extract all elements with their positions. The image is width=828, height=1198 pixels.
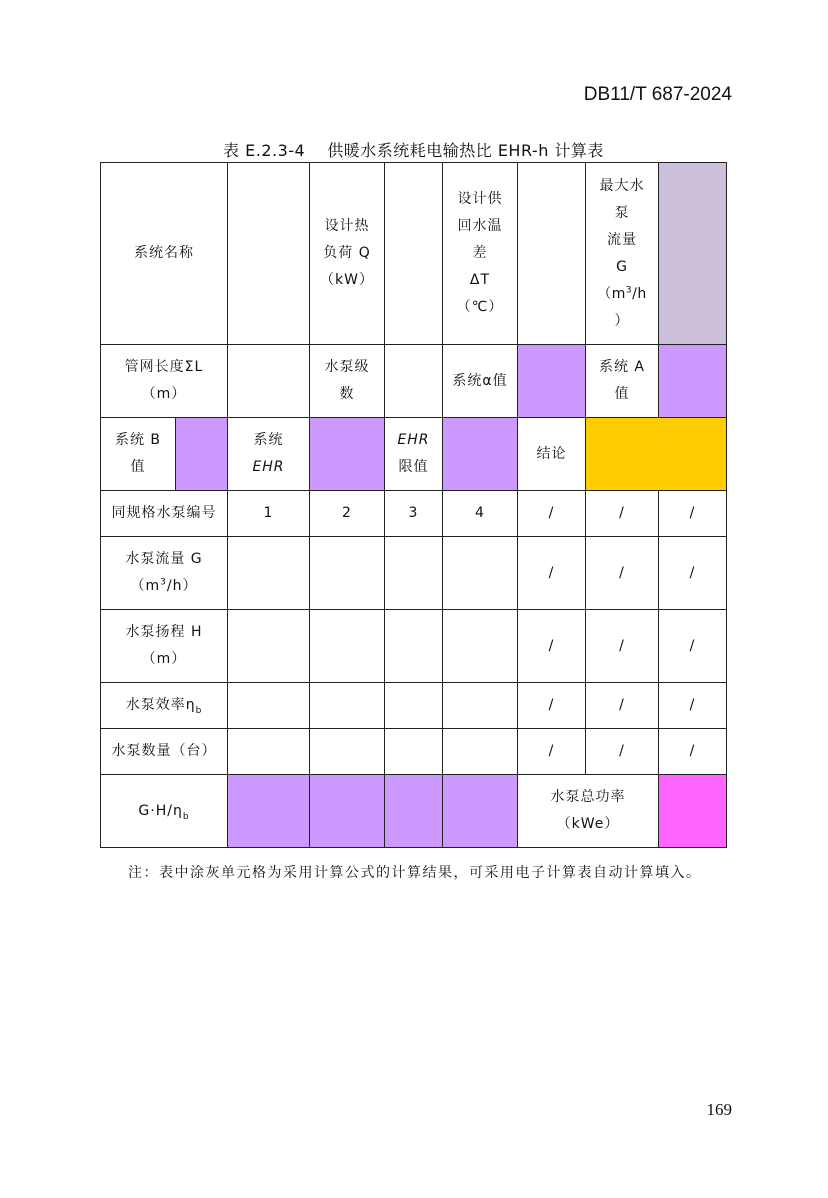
pump-count-label: 水泵数量（台） (101, 729, 228, 775)
pump-count-input-4[interactable] (443, 729, 518, 775)
system-name-label: 系统名称 (101, 163, 228, 345)
ehr-limit-result-cell (443, 418, 518, 491)
pipe-length-input[interactable] (228, 345, 310, 418)
heat-load-input[interactable] (385, 163, 443, 345)
page-number: 169 (706, 1100, 732, 1119)
pump-number-1: 1 (228, 491, 310, 537)
gh-eta-result-cell-2 (310, 775, 385, 848)
slash-cell: / (659, 729, 727, 775)
pump-count-input-2[interactable] (310, 729, 385, 775)
table-row (101, 775, 727, 848)
system-a-result-cell (659, 345, 727, 418)
max-flow-result-cell (659, 163, 727, 345)
pump-flow-label: 水泵流量 G $(m^3/h)$ (101, 537, 228, 610)
pump-head-input-4[interactable] (443, 610, 518, 683)
pump-number-3: 3 (385, 491, 443, 537)
slash-cell: / (659, 683, 727, 729)
total-power-label: 水泵总功率 （kWe） (518, 775, 659, 848)
pump-flow-input-2[interactable] (310, 537, 385, 610)
pump-efficiency-input-2[interactable] (310, 683, 385, 729)
pump-efficiency-label: 水泵效率$\eta_b$ (101, 683, 228, 729)
conclusion-result-cell (586, 418, 727, 491)
pump-flow-input-3[interactable] (385, 537, 443, 610)
table-row (101, 610, 727, 683)
table-row (101, 163, 727, 345)
table-number: 表 E.2.3-4 (223, 141, 306, 160)
conclusion-label: 结论 (518, 418, 586, 491)
gh-eta-result-cell-1 (228, 775, 310, 848)
system-b-result-cell (176, 418, 228, 491)
slash-cell: / (659, 537, 727, 610)
pump-head-input-3[interactable] (385, 610, 443, 683)
pump-flow-input-4[interactable] (443, 537, 518, 610)
system-name-input[interactable] (228, 163, 310, 345)
slash-cell: / (586, 491, 659, 537)
gh-eta-result-cell-3 (385, 775, 443, 848)
system-a-label: 系统 A 值 (586, 345, 659, 418)
pump-count-input-3[interactable] (385, 729, 443, 775)
max-flow-label: 最大水 泵 流量 G （$m^3/h$ ） (586, 163, 659, 345)
system-b-label: 系统 B 值 (101, 418, 176, 491)
delta-t-input[interactable] (518, 163, 586, 345)
pipe-length-label: 管网长度ΣL （m） (101, 345, 228, 418)
slash-cell: / (586, 729, 659, 775)
pump-stages-input[interactable] (385, 345, 443, 418)
system-ehr-label: 系统 EHR (228, 418, 310, 491)
pump-efficiency-input-3[interactable] (385, 683, 443, 729)
table-row (101, 729, 727, 775)
delta-t-label: 设计供 回水温 差 ΔT （℃） (443, 163, 518, 345)
pump-efficiency-input-1[interactable] (228, 683, 310, 729)
total-power-result-cell (659, 775, 727, 848)
pump-head-input-1[interactable] (228, 610, 310, 683)
table-row (101, 345, 727, 418)
table-title (100, 138, 727, 161)
system-ehr-result-cell (310, 418, 385, 491)
table-row (101, 683, 727, 729)
heat-load-label: 设计热 负荷 Q （kW） (310, 163, 385, 345)
ehr-calculation-table-wrap (100, 162, 727, 848)
slash-cell: / (518, 683, 586, 729)
pump-stages-label: 水泵级 数 (310, 345, 385, 418)
ehr-limit-label: EHR 限值 (385, 418, 443, 491)
table-caption: 供暖水系统耗电输热比 EHR-h 计算表 (327, 141, 604, 160)
pump-head-label: 水泵扬程 H （m） (101, 610, 228, 683)
pump-head-input-2[interactable] (310, 610, 385, 683)
gh-eta-label: $G\cdot H/\eta_b$ (101, 775, 228, 848)
pump-efficiency-input-4[interactable] (443, 683, 518, 729)
pump-flow-input-1[interactable] (228, 537, 310, 610)
table-row (101, 491, 727, 537)
system-alpha-result-cell (518, 345, 586, 418)
ehr-calculation-table (100, 162, 727, 848)
slash-cell: / (518, 491, 586, 537)
table-note: 注：表中涂灰单元格为采用计算公式的计算结果，可采用电子计算表自动计算填入。 (128, 865, 702, 881)
slash-cell: / (659, 491, 727, 537)
pump-count-input-1[interactable] (228, 729, 310, 775)
slash-cell: / (586, 683, 659, 729)
table-row (101, 418, 727, 491)
system-alpha-label: 系统α值 (443, 345, 518, 418)
slash-cell: / (586, 537, 659, 610)
pump-number-2: 2 (310, 491, 385, 537)
pump-number-4: 4 (443, 491, 518, 537)
slash-cell: / (586, 610, 659, 683)
table-row (101, 537, 727, 610)
slash-cell: / (659, 610, 727, 683)
slash-cell: / (518, 610, 586, 683)
document-id: DB11/T 687-2024 (583, 84, 732, 105)
slash-cell: / (518, 537, 586, 610)
gh-eta-result-cell-4 (443, 775, 518, 848)
slash-cell: / (518, 729, 586, 775)
pump-number-label: 同规格水泵编号 (101, 491, 228, 537)
